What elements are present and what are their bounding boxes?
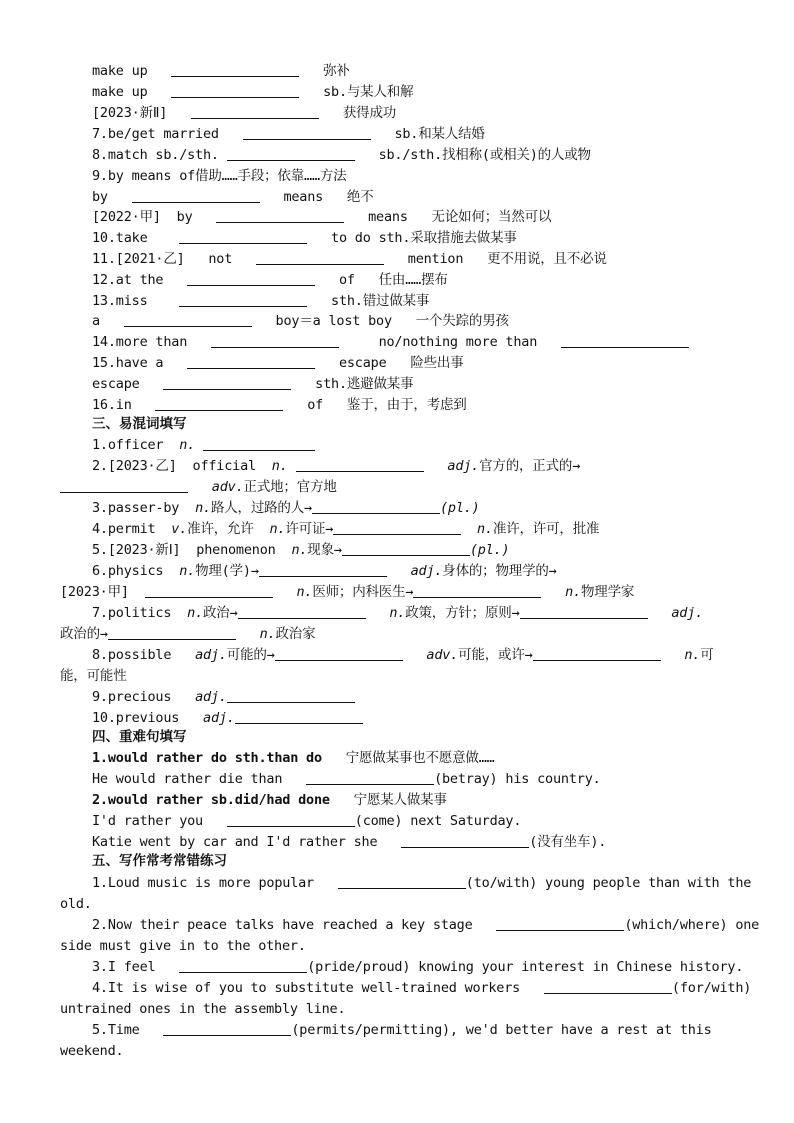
pos-tag: n. xyxy=(195,500,211,516)
phrase-text: 16.in xyxy=(92,397,132,413)
blank[interactable] xyxy=(179,292,307,307)
blank[interactable] xyxy=(338,874,466,889)
sentence-text: 2.Now their peace talks have reached a key stage xyxy=(92,917,473,933)
pos-tag: v. xyxy=(171,521,188,537)
word-text: 6.physics xyxy=(92,563,164,579)
pos-tag: n. xyxy=(291,542,308,558)
pos-tag: adj. xyxy=(195,647,227,663)
blank[interactable] xyxy=(163,1021,291,1036)
sentence-line xyxy=(60,999,345,1020)
phrase-text: 12.at the xyxy=(92,272,164,288)
phrase-meaning: sb./sth.找相称(或相关)的人或物 xyxy=(378,147,591,163)
blank[interactable] xyxy=(544,979,672,994)
word-meaning: 政治的→ xyxy=(60,626,108,642)
sentence-text: (to/with) young people than with the xyxy=(465,875,752,891)
sentence-text: (permits/permitting), we'd better have a rest at this xyxy=(291,1022,712,1038)
phrase-meaning: sb.与某人和解 xyxy=(323,84,414,100)
sentence-line xyxy=(92,769,601,790)
exam-tag: 11.[2021·乙] xyxy=(92,251,185,267)
sentence-text: 4.It is wise of you to substitute well-trained workers xyxy=(92,980,521,996)
blank[interactable] xyxy=(342,541,470,556)
phrase-line xyxy=(92,61,350,82)
phrase-meaning: sb.和某人结婚 xyxy=(394,126,485,142)
phrase-line xyxy=(92,353,464,374)
sentence-text: 3.I feel xyxy=(92,959,156,975)
blank[interactable] xyxy=(227,688,355,703)
sentence-line xyxy=(92,957,743,978)
sentence-text: old. xyxy=(60,896,92,912)
sentence-line xyxy=(92,811,521,832)
pos-tag: n. xyxy=(684,647,701,663)
sentence-text: Katie went by car and I'd rather she xyxy=(92,834,378,850)
sentence-line xyxy=(92,915,759,936)
word-meaning: 正式地；官方地 xyxy=(243,479,337,495)
exam-tag: 5.[2023·新Ⅰ] xyxy=(92,542,181,558)
blank[interactable] xyxy=(155,396,283,411)
sentence-line xyxy=(92,832,606,853)
word-text: 9.precious xyxy=(92,689,172,705)
word-meaning: 准许，允许 xyxy=(187,521,254,537)
phrase-line xyxy=(92,228,517,249)
sentence-line xyxy=(92,1020,712,1041)
phrase-text: make up xyxy=(92,84,148,100)
blank[interactable] xyxy=(108,625,236,640)
plural-tag: (pl.) xyxy=(469,542,510,558)
word-line xyxy=(60,582,634,603)
pos-tag: adv. xyxy=(426,647,459,663)
blank[interactable] xyxy=(60,478,188,493)
phrase-text: 15.have a xyxy=(92,355,164,371)
blank[interactable] xyxy=(312,499,440,514)
phrase-text: means xyxy=(283,189,324,205)
word-line xyxy=(92,603,703,624)
phrase-text: escape xyxy=(92,376,140,392)
phrase-text: 7.be/get married xyxy=(92,126,219,142)
word-meaning: 医师；内科医生→ xyxy=(312,584,414,600)
word-meaning: 可能，或许→ xyxy=(458,647,533,663)
phrase-text: by xyxy=(92,189,108,205)
pos-tag: n. xyxy=(271,458,288,474)
word-text: 3.passer-by xyxy=(92,500,180,516)
blank[interactable] xyxy=(187,354,315,369)
blank[interactable] xyxy=(275,646,403,661)
sentence-text: I'd rather you xyxy=(92,813,203,829)
phrase-meaning: 绝不 xyxy=(346,189,374,205)
phrase-line xyxy=(92,395,467,416)
phrase-meaning: sth.逃避做某事 xyxy=(315,376,414,392)
word-line xyxy=(92,519,599,540)
phrase-line xyxy=(92,270,448,291)
phrase-text: escape xyxy=(338,355,387,371)
word-meaning: 物理学家 xyxy=(581,584,635,600)
phrase-text: 13.miss xyxy=(92,293,148,309)
blank[interactable] xyxy=(296,457,424,472)
pos-tag: adj. xyxy=(671,605,704,621)
phrase-meaning: 获得成功 xyxy=(342,105,397,121)
phrase-line xyxy=(92,207,551,228)
exam-tag: [2022·甲] xyxy=(92,209,161,225)
pattern-meaning: 宁愿某人做某事 xyxy=(353,792,447,808)
phrase-line xyxy=(92,124,485,145)
phrase-meaning: 任由……摆布 xyxy=(378,272,448,288)
phrase-text: make up xyxy=(92,63,148,79)
word-line xyxy=(92,540,509,561)
word-meaning: 准许，许可，批准 xyxy=(492,521,600,537)
sentence-line xyxy=(60,1041,123,1062)
sentence-text: (没有坐车). xyxy=(529,834,607,850)
blank[interactable] xyxy=(561,333,689,348)
blank[interactable] xyxy=(191,104,319,119)
word-meaning: 能，可能性 xyxy=(60,668,127,684)
phrase-meaning: 险些出事 xyxy=(410,355,464,371)
pos-tag: n. xyxy=(179,437,196,453)
word-line xyxy=(92,498,480,519)
blank[interactable] xyxy=(259,562,387,577)
sentence-text: 5.Time xyxy=(92,1022,140,1038)
blank[interactable] xyxy=(227,812,355,827)
word-meaning: 物理(学)→ xyxy=(195,563,259,579)
phrase-meaning: 一个失踪的男孩 xyxy=(415,313,509,329)
exam-tag: 2.[2023·乙] xyxy=(92,458,177,474)
pos-tag: adj. xyxy=(410,563,443,579)
blank[interactable] xyxy=(227,146,355,161)
phrase-line xyxy=(92,82,413,103)
section-heading: 三、易混词填写 xyxy=(92,416,187,432)
pos-tag: n. xyxy=(269,521,286,537)
blank[interactable] xyxy=(306,770,434,785)
plural-tag: (pl.) xyxy=(439,500,480,516)
blank[interactable] xyxy=(533,646,661,661)
blank[interactable] xyxy=(520,604,648,619)
word-line xyxy=(92,687,355,708)
phrase-line xyxy=(92,187,374,208)
sentence-line xyxy=(60,894,92,915)
phrase-line xyxy=(92,166,346,187)
phrase-meaning: 更不用说，且不必说 xyxy=(487,251,607,267)
word-text: 8.possible xyxy=(92,647,172,663)
phrase-text: no/nothing more than xyxy=(378,334,538,350)
phrase-text: 10.take xyxy=(92,230,148,246)
pos-tag: n. xyxy=(259,626,276,642)
word-line xyxy=(92,456,580,477)
blank[interactable] xyxy=(179,229,307,244)
blank[interactable] xyxy=(211,333,339,348)
phrase-text: of xyxy=(307,397,324,413)
word-meaning: 政策，方针；原则→ xyxy=(405,605,520,621)
sentence-text: side must give in to the other. xyxy=(60,938,306,954)
word-meaning: 政治家 xyxy=(275,626,316,642)
phrase-meaning: 弥补 xyxy=(323,63,350,79)
word-text: official xyxy=(192,458,256,474)
phrase-text: 14.more than xyxy=(92,334,188,350)
pos-tag: adj. xyxy=(203,710,235,726)
sentence-line xyxy=(60,936,306,957)
word-line xyxy=(92,708,363,729)
word-line xyxy=(92,435,315,456)
blank[interactable] xyxy=(413,583,541,598)
pos-tag: adj. xyxy=(447,458,480,474)
blank[interactable] xyxy=(216,208,344,223)
word-line xyxy=(92,561,557,582)
phrase-text: 9.by means of借助……手段；依靠……方法 xyxy=(92,168,347,184)
pos-tag: n. xyxy=(179,563,196,579)
sentence-text: (which/where) one xyxy=(624,917,760,933)
section-heading: 五、写作常考常错练习 xyxy=(92,853,227,869)
blank[interactable] xyxy=(333,520,461,535)
pos-tag: adj. xyxy=(195,689,227,705)
blank[interactable] xyxy=(401,833,529,848)
sentence-text: (betray) his country. xyxy=(434,771,601,787)
word-meaning: 许可证→ xyxy=(285,521,334,537)
phrase-text: of xyxy=(338,272,355,288)
phrase-line xyxy=(92,374,413,395)
pos-tag: n. xyxy=(389,605,406,621)
sentence-line xyxy=(92,873,751,894)
word-text: 10.previous xyxy=(92,710,180,726)
pos-tag: n. xyxy=(565,584,581,600)
word-line xyxy=(60,477,337,498)
phrase-text: means xyxy=(368,209,408,225)
word-text: 4.permit xyxy=(92,521,156,537)
sentence-line xyxy=(92,790,447,811)
blank[interactable] xyxy=(171,62,299,77)
phrase-line xyxy=(92,291,429,312)
blank[interactable] xyxy=(496,916,624,931)
phrase-meaning: 无论如何；当然可以 xyxy=(431,209,552,225)
pattern-text: 2.would rather sb.did/had done xyxy=(92,792,330,808)
word-meaning: 现象→ xyxy=(307,542,342,558)
sentence-text: (for/with) xyxy=(671,980,752,996)
phrase-line xyxy=(92,249,607,270)
word-line xyxy=(60,666,127,687)
blank[interactable] xyxy=(203,436,315,451)
sentence-text: untrained ones in the assembly line. xyxy=(60,1001,346,1017)
blank[interactable] xyxy=(243,125,371,140)
pos-tag: adv. xyxy=(211,479,244,495)
blank[interactable] xyxy=(171,83,299,98)
blank[interactable] xyxy=(124,312,252,327)
sentence-text: 1.Loud music is more popular xyxy=(92,875,314,891)
phrase-line xyxy=(92,332,689,353)
word-line xyxy=(92,645,714,666)
sentence-text: (come) next Saturday. xyxy=(354,813,522,829)
word-meaning: 身体的；物理学的→ xyxy=(442,563,557,579)
phrase-meaning: 鉴于，由于，考虑到 xyxy=(346,397,467,413)
word-meaning: 路人，过路的人→ xyxy=(210,500,312,516)
pattern-text: 1.would rather do sth.than do xyxy=(92,750,322,766)
pattern-meaning: 宁愿做某事也不愿意做…… xyxy=(345,750,495,766)
phrase-line xyxy=(92,145,591,166)
pos-tag: n. xyxy=(296,584,313,600)
exam-tag: [2023·新Ⅱ] xyxy=(92,105,168,121)
word-meaning: 政治→ xyxy=(203,605,238,621)
blank[interactable] xyxy=(145,583,273,598)
blank[interactable] xyxy=(238,604,366,619)
blank[interactable] xyxy=(256,250,384,265)
phrase-line xyxy=(92,311,509,332)
phrase-line xyxy=(92,103,396,124)
word-meaning: 可 xyxy=(700,647,714,663)
word-text: 1.officer xyxy=(92,437,164,453)
word-line xyxy=(60,624,315,645)
blank[interactable] xyxy=(187,271,315,286)
phrase-text: boy＝a lost boy xyxy=(275,313,392,329)
blank[interactable] xyxy=(179,958,307,973)
phrase-text: mention xyxy=(407,251,464,267)
phrase-meaning: sth.错过做某事 xyxy=(331,293,430,309)
sentence-line xyxy=(92,978,751,999)
word-meaning: 可能的→ xyxy=(226,647,275,663)
phrase-text: a xyxy=(92,313,100,329)
blank[interactable] xyxy=(163,375,291,390)
sentence-line xyxy=(92,748,495,769)
pos-tag: n. xyxy=(187,605,203,621)
word-text: phenomenon xyxy=(196,542,276,558)
sentence-text: weekend. xyxy=(60,1043,124,1059)
exam-tag: [2023·甲] xyxy=(60,584,129,600)
word-meaning: 官方的，正式的→ xyxy=(479,458,581,474)
phrase-text: not xyxy=(208,251,233,267)
sentence-text: (pride/proud) knowing your interest in Chinese history. xyxy=(307,959,744,975)
phrase-text: 8.match sb./sth. xyxy=(92,147,219,163)
pos-tag: n. xyxy=(477,521,493,537)
sentence-text: He would rather die than xyxy=(92,771,283,787)
blank[interactable] xyxy=(132,188,260,203)
phrase-meaning: to do sth.采取措施去做某事 xyxy=(331,230,517,246)
blank[interactable] xyxy=(235,709,363,724)
section-heading: 四、重难句填写 xyxy=(92,729,187,745)
phrase-text: by xyxy=(176,209,193,225)
word-text: 7.politics xyxy=(92,605,172,621)
